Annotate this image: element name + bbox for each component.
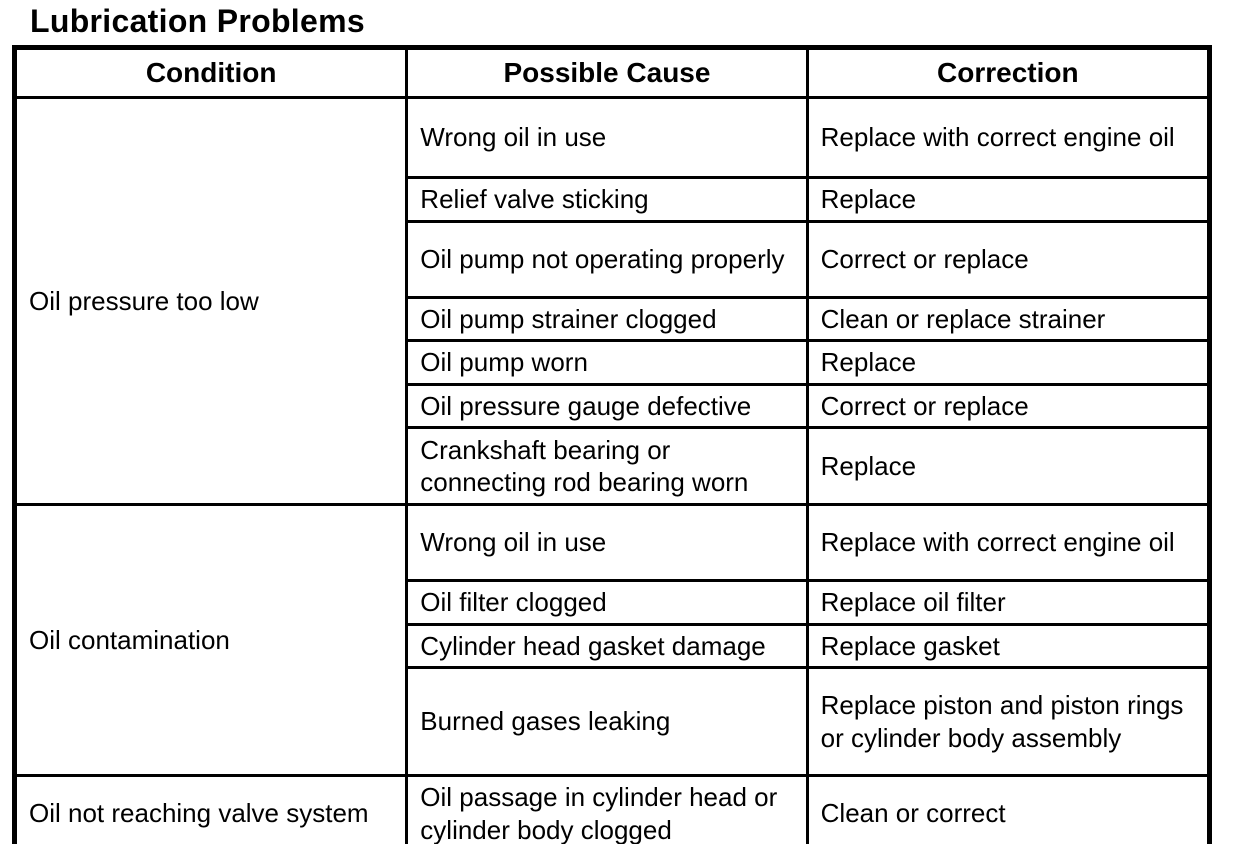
correction-cell: Clean or replace strainer: [807, 297, 1209, 341]
cause-cell: Oil pump worn: [407, 341, 807, 385]
table-row: [15, 776, 1210, 844]
correction-cell: Correct or replace: [807, 384, 1209, 428]
condition-cell: Oil not reaching valve system: [15, 776, 407, 844]
column-header-correction: Correction: [807, 48, 1209, 98]
condition-cell: Oil pressure too low: [15, 98, 407, 505]
correction-cell: Correct or replace: [807, 221, 1209, 297]
cause-cell: Oil pressure gauge defective: [407, 384, 807, 428]
cause-cell: Oil passage in cylinder head or cylinder body clogged: [407, 776, 807, 844]
cause-cell: Wrong oil in use: [407, 505, 807, 581]
condition-cell: Oil contamination: [15, 505, 407, 776]
correction-cell: Replace piston and piston rings or cylinder body assembly: [807, 668, 1209, 776]
cause-cell: Burned gases leaking: [407, 668, 807, 776]
page-title: Lubrication Problems: [30, 3, 365, 39]
correction-cell: Clean or correct: [807, 776, 1209, 844]
header-row: [15, 48, 1210, 98]
table-row: [15, 505, 1210, 581]
cause-cell: Cylinder head gasket damage: [407, 624, 807, 668]
cause-cell: Relief valve sticking: [407, 178, 807, 222]
cause-cell: Oil filter clogged: [407, 581, 807, 625]
cause-cell: Oil pump not operating properly: [407, 221, 807, 297]
column-header-possible-cause: Possible Cause: [407, 48, 807, 98]
lubrication-problems-table: [12, 45, 1212, 844]
correction-cell: Replace: [807, 428, 1209, 505]
correction-cell: Replace with correct engine oil: [807, 98, 1209, 178]
correction-cell: Replace gasket: [807, 624, 1209, 668]
cause-cell: Crankshaft bearing or connecting rod bearing worn: [407, 428, 807, 505]
correction-cell: Replace oil filter: [807, 581, 1209, 625]
correction-cell: Replace: [807, 341, 1209, 385]
correction-cell: Replace with correct engine oil: [807, 505, 1209, 581]
correction-cell: Replace: [807, 178, 1209, 222]
table-row: [15, 98, 1210, 178]
column-header-condition: Condition: [15, 48, 407, 98]
cause-cell: Wrong oil in use: [407, 98, 807, 178]
cause-cell: Oil pump strainer clogged: [407, 297, 807, 341]
